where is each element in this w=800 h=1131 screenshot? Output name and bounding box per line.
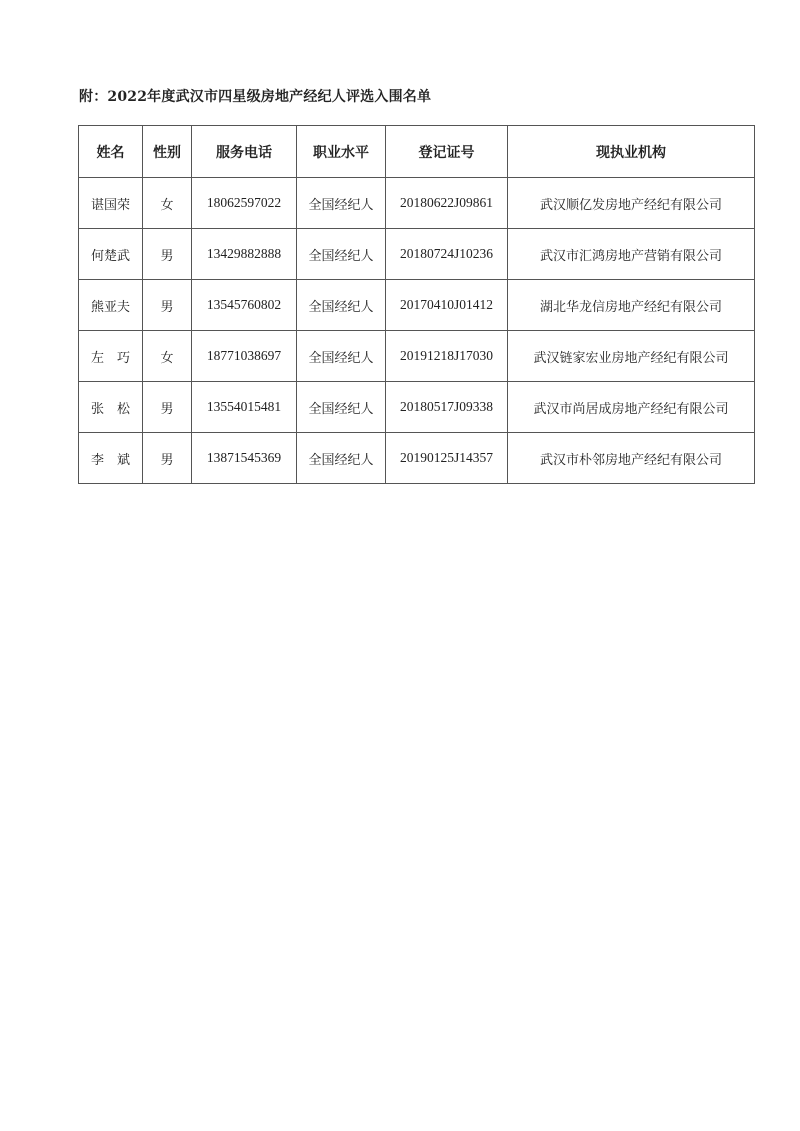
- level-cell: 全国经纪人: [297, 229, 386, 280]
- registration-cell: 20180724J10236: [386, 229, 508, 280]
- header-name: 姓名: [79, 126, 143, 178]
- name-cell: 张 松: [79, 382, 143, 433]
- candidate-table: [78, 125, 755, 484]
- gender-cell: 男: [143, 433, 192, 484]
- header-level: 职业水平: [297, 126, 386, 178]
- phone-cell: 18062597022: [192, 178, 297, 229]
- level-cell: 全国经纪人: [297, 178, 386, 229]
- agency-cell: 武汉顺亿发房地产经纪有限公司: [508, 178, 755, 229]
- agency-cell: 武汉链家宏业房地产经纪有限公司: [508, 331, 755, 382]
- table-header-row: [79, 126, 755, 178]
- registration-cell: 20180517J09338: [386, 382, 508, 433]
- header-phone: 服务电话: [192, 126, 297, 178]
- phone-cell: 18771038697: [192, 331, 297, 382]
- table-row: [79, 433, 755, 484]
- phone-cell: 13554015481: [192, 382, 297, 433]
- header-registration: 登记证号: [386, 126, 508, 178]
- gender-cell: 男: [143, 280, 192, 331]
- table-row: [79, 331, 755, 382]
- table-row: [79, 382, 755, 433]
- level-cell: 全国经纪人: [297, 433, 386, 484]
- gender-cell: 男: [143, 229, 192, 280]
- registration-cell: 20190125J14357: [386, 433, 508, 484]
- gender-cell: 男: [143, 382, 192, 433]
- name-cell: 谌国荣: [79, 178, 143, 229]
- name-cell: 何楚武: [79, 229, 143, 280]
- level-cell: 全国经纪人: [297, 382, 386, 433]
- phone-cell: 13429882888: [192, 229, 297, 280]
- level-cell: 全国经纪人: [297, 331, 386, 382]
- registration-cell: 20170410J01412: [386, 280, 508, 331]
- agency-cell: 湖北华龙信房地产经纪有限公司: [508, 280, 755, 331]
- header-agency: 现执业机构: [508, 126, 755, 178]
- phone-cell: 13545760802: [192, 280, 297, 331]
- agency-cell: 武汉市朴邻房地产经纪有限公司: [508, 433, 755, 484]
- document-title: 附：2022年度武汉市四星级房地产经纪人评选入围名单: [79, 89, 432, 105]
- name-cell: 李 斌: [79, 433, 143, 484]
- agency-cell: 武汉市汇鸿房地产营销有限公司: [508, 229, 755, 280]
- gender-cell: 女: [143, 331, 192, 382]
- level-cell: 全国经纪人: [297, 280, 386, 331]
- registration-cell: 20191218J17030: [386, 331, 508, 382]
- registration-cell: 20180622J09861: [386, 178, 508, 229]
- name-cell: 熊亚夫: [79, 280, 143, 331]
- agency-cell: 武汉市尚居成房地产经纪有限公司: [508, 382, 755, 433]
- header-gender: 性别: [143, 126, 192, 178]
- table-row: [79, 280, 755, 331]
- table-row: [79, 178, 755, 229]
- table-row: [79, 229, 755, 280]
- gender-cell: 女: [143, 178, 192, 229]
- phone-cell: 13871545369: [192, 433, 297, 484]
- name-cell: 左 巧: [79, 331, 143, 382]
